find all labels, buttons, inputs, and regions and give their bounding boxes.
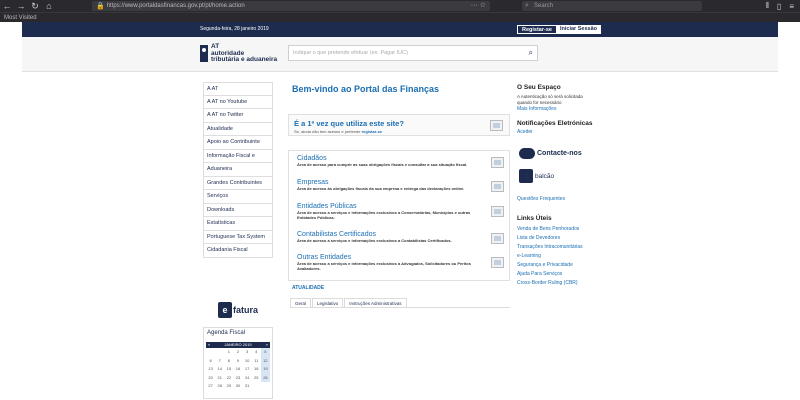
sidebar-icon[interactable]: ▯ [776,1,782,11]
nav-item[interactable]: A AT [203,82,273,96]
espaco-link[interactable]: Mais Informações [517,106,557,112]
useful-link[interactable]: Lista de Devedores [517,235,561,241]
nav-item[interactable]: Serviços [203,190,273,204]
calendar-day[interactable]: 13 [208,366,213,371]
register-link[interactable]: registar-se [361,129,383,134]
forward-icon[interactable]: → [16,1,26,11]
calendar-day[interactable]: 16 [235,366,241,371]
tab-divider [290,307,510,308]
calendar-day[interactable]: 24 [244,374,250,380]
site-header [22,37,778,72]
calendar-day[interactable]: 1 [227,349,230,354]
calendar-day[interactable]: 20 [208,374,213,380]
nav-item[interactable]: A AT no Twitter [203,109,273,123]
browser-right-icons [758,0,794,12]
tab-geral[interactable]: Geral [290,298,311,308]
other-entities-icon [491,257,504,268]
efatura-link[interactable] [218,302,258,318]
web-page [22,22,778,400]
library-icon[interactable]: ⫴ [765,1,769,10]
nav-item[interactable]: Estatísticas [203,217,273,231]
reload-icon[interactable]: ↻ [31,1,39,11]
calendar-month: JANEIRO 2019 [224,342,252,347]
calendar-day[interactable]: 12 [261,357,270,366]
calendar-day[interactable]: 29 [226,383,232,388]
calendar-day [206,348,215,357]
calendar-grid [206,348,270,391]
lock-icon: 🔒 [96,3,105,10]
calendar-day[interactable]: 7 [218,357,221,363]
service-title: Outras Entidades [297,254,352,261]
calendar-day[interactable]: 26 [261,374,270,383]
faq-link[interactable]: Questões Frequentes [517,196,566,202]
calendar-day[interactable]: 25 [254,374,259,380]
useful-link[interactable]: Segurança e Privacidade [517,262,573,268]
calendar-day [261,382,270,391]
service-citizens[interactable] [297,155,497,167]
page-title: Bem-vindo ao Portal das Finanças [292,84,440,94]
links-title: Links Úteis [517,215,552,222]
calendar-day[interactable]: 2 [236,349,240,354]
calendar-day[interactable]: 22 [226,374,232,380]
service-desc: Área de acesso a serviços e informações exclusivos a Contabilistas Certificados. [297,238,452,243]
espaco-title: O Seu Espaço [517,84,561,91]
calendar-day[interactable]: 4 [255,349,258,354]
calendar-day [252,382,261,391]
atualidade-heading[interactable]: ATUALIDADE [292,285,325,291]
efatura-text: fatura [233,305,259,315]
nav-item[interactable]: Apoio ao Contribuinte [203,136,273,150]
bookmarks-bar [0,12,800,22]
useful-links [517,225,583,288]
calendar-day[interactable]: 23 [235,374,241,380]
service-other-entities[interactable] [297,254,497,271]
calendar-day[interactable]: 27 [208,383,213,388]
page-actions-icon[interactable]: ··· ☆ [470,2,486,9]
nav-item[interactable]: Portuguese Tax System [203,231,273,245]
calendar-day[interactable]: 15 [226,366,232,371]
site-search-input[interactable] [288,45,538,61]
tab-instrucoes[interactable]: Instruções Administrativas [344,298,406,308]
service-accountants[interactable] [297,231,497,243]
calendar-day[interactable]: 8 [227,357,230,363]
balcao-icon [519,169,533,183]
service-desc: Área de acesso a serviços e informações exclusivos a Advogados, Solicitadores ou Peritos Avaliadores. [297,261,471,271]
nav-item[interactable]: Downloads [203,204,273,218]
nav-item[interactable]: Informação Fiscal e [203,150,273,164]
at-logo[interactable] [200,44,277,64]
calendar-day[interactable]: 6 [209,357,212,363]
prev-month-button[interactable]: « [208,342,211,347]
back-icon[interactable]: ← [2,1,12,11]
useful-link[interactable]: Ajuda Para Serviços [517,271,563,277]
address-bar[interactable] [92,1,490,11]
browser-search-placeholder: Search [534,3,554,9]
left-navigation [203,82,273,258]
service-title: Cidadãos [297,155,327,162]
calendar-day[interactable]: 3 [246,349,249,354]
login-button[interactable]: Iniciar Sessão [556,25,601,34]
next-month-button[interactable]: » [265,342,268,347]
top-strip [22,22,778,37]
url-text: https://www.portaldasfinancas.gov.pt/pt/home.action [106,3,245,9]
search-icon: ⌕ [525,2,529,9]
calendar-day[interactable]: 18 [254,366,259,371]
balcao-text: balcão [535,172,555,180]
calendar-day[interactable]: 5 [261,348,270,357]
useful-link[interactable]: Venda de Bens Penhorados [517,226,580,232]
nav-item[interactable]: Aduaneira [203,163,273,177]
search-icon[interactable]: ⌕ [528,48,533,57]
first-time-icon [490,120,503,131]
register-button[interactable]: Registar-se [517,25,557,34]
calendar-day[interactable]: 14 [217,366,222,371]
useful-link[interactable]: Transações Intracomunitárias [517,244,583,250]
nav-item[interactable]: Cidadania Fiscal [203,244,273,258]
tab-legislativo[interactable]: Legislativo [312,298,343,308]
service-companies[interactable] [297,179,497,191]
calendar-day[interactable]: 19 [261,365,270,374]
service-title: Empresas [297,179,329,186]
site-search-placeholder: Indique o que pretende efetuar (ex. Pagar IUC) [293,50,408,56]
service-public-entities[interactable] [297,203,497,220]
logo-line3: tributária e aduaneira [211,56,278,63]
home-icon[interactable]: ⌂ [46,1,52,11]
current-date: Segunda-feira, 28 janeiro 2019 [200,26,269,32]
notif-title: Notificações Eletrónicas [517,120,593,127]
calendar-day[interactable]: 28 [217,383,222,388]
balcao-link[interactable] [519,169,554,183]
service-title: Contabilistas Certificados [297,231,376,238]
calendar-day[interactable]: 21 [217,374,222,380]
first-time-text [294,129,382,134]
calendar-day[interactable]: 10 [244,357,250,363]
calendar [206,342,270,391]
first-time-title: É a 1ª vez que utiliza este site? [294,119,404,128]
logo-line2: autoridade [211,49,245,57]
companies-icon [491,181,504,192]
calendar-day [215,348,224,357]
nav-item[interactable]: Grandes Contribuintes [203,177,273,191]
agenda-fiscal [203,327,273,399]
calendar-day[interactable]: 11 [254,357,259,363]
citizens-icon [491,157,504,168]
service-desc: Área de acesso a serviços e informações exclusivos a Conservatórias, Municípios e outras Entidades Públicas. [297,210,471,220]
services-panel [288,150,510,281]
service-desc: Área de acesso às obrigações fiscais da sua empresa e entrega das declarações online. [297,186,465,191]
agenda-title: Agenda Fiscal [207,330,246,336]
contact-text: Contacte-nos [537,150,582,157]
first-time-desc: Se, ainda não tem acesso e pretende [294,129,361,134]
service-title: Entidades Públicas [297,203,357,210]
public-entities-icon [491,206,504,217]
useful-link[interactable]: Cross-Border Ruling (CBR) [517,280,578,286]
menu-icon[interactable]: ≡ [789,1,794,11]
browser-search-input[interactable] [522,1,702,11]
contact-icon [519,148,535,159]
logo-line1: AT [211,43,220,50]
bookmark-most-visited[interactable]: Most Visited [4,15,37,21]
espaco-text: A Autenticação só será solicitada quando for necessário [517,94,583,105]
accountants-icon [491,233,504,244]
calendar-header [206,342,270,348]
at-logo-mark [200,45,208,62]
nav-item[interactable]: Atualidade [203,123,273,137]
efatura-logo-icon: e [218,302,232,318]
calendar-day[interactable]: 9 [236,357,240,363]
page-body [22,72,778,400]
first-time-box [288,114,510,136]
calendar-day[interactable]: 17 [244,366,250,371]
nav-item[interactable]: A AT no Youtube [203,96,273,110]
useful-link[interactable]: e-Learning [517,253,541,259]
calendar-day[interactable]: 30 [235,383,241,388]
service-desc: Área de acesso para cumprir as suas obrigações fiscais e consultar a sua situação fiscal. [297,162,468,167]
notif-link[interactable]: Aceder [517,129,533,135]
calendar-day[interactable]: 31 [244,383,250,388]
contact-link[interactable] [519,148,582,159]
